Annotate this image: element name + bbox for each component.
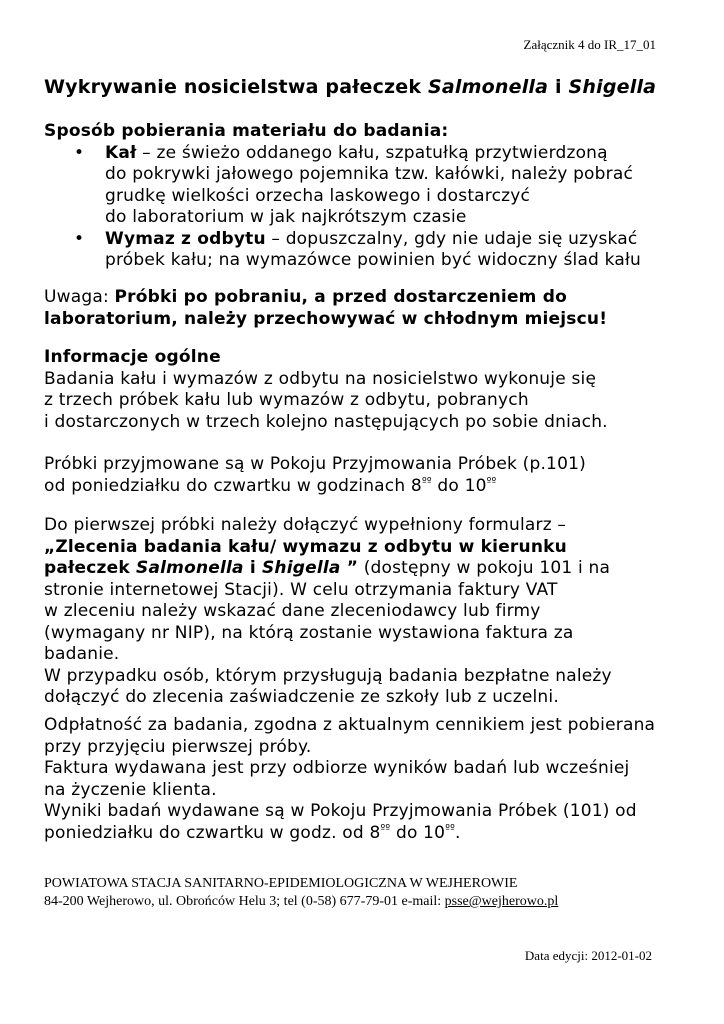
edition-date: Data edycji: 2012-01-02 [524,948,652,963]
warning-text: Próbki po pobraniu, a przed dostarczeniem do [114,287,567,307]
bullet-icon: • [74,142,85,163]
general-line: z trzech próbek kału lub wymazów z odbytu, pobranych [44,390,529,410]
title-conjunction: i [548,76,569,98]
form-section [44,515,684,709]
payment-section [44,715,684,844]
form-shigella: Shigella [261,558,341,578]
reception-line: Próbki przyjmowane są w Pokoju Przyjmowania Próbek (p.101) [44,454,586,474]
sampling-item-line: do pokrywki jałowego pojemnika tzw. kałówki, należy pobrać [105,164,633,184]
sampling-item-line: do laboratorium w jak najkrótszym czasie [105,207,467,227]
payment-line: Wyniki badań wydawane są w Pokoju Przyjmowania Próbek (101) od [44,801,637,821]
sampling-item-term: Kał [105,142,137,163]
form-title: „Zlecenia badania kału/ wymazu z odbytu w kierunku [44,536,567,557]
title-text: Wykrywanie nosicielstwa pałeczek [44,76,429,98]
general-line: Badania kału i wymazów z odbytu na nosicielstwo wykonuje się [44,368,597,389]
sampling-heading: Sposób pobierania materiału do badania: [44,121,449,141]
general-heading: Informacje ogólne [44,347,221,367]
institution-address: 84-200 Wejherowo, ul. Obrońców Helu 3; tel (0-58) 677-79-01 e-mail: psse@wejherowo.pl [44,894,559,909]
form-line: (wymagany nr NIP), na którą zostanie wystawiona faktura za [44,622,574,643]
annex-reference: Załącznik 4 do IR_17_01 [523,37,656,52]
payment-line: Faktura wydawana jest przy odbiorze wyników badań lub wcześniej [44,758,630,778]
title-shigella: Shigella [568,76,657,98]
form-line: dołączyć do zlecenia zaświadczenie ze szkoły lub z uczelni. [44,687,559,707]
hour-superscript: ºº [380,822,391,834]
hour-superscript: ºº [445,822,456,834]
hour-superscript: ºº [421,475,432,487]
sampling-item-term: Wymaz z odbytu [105,228,266,249]
sampling-list [44,143,684,272]
email-link[interactable]: psse@wejherowo.pl [444,894,559,909]
payment-line: na życzenie klienta. [44,779,217,800]
sampling-item-line: próbek kału; na wymazówce powinien być widoczny ślad kału [105,250,642,270]
sampling-item-swab [44,229,684,272]
reception-section [44,454,684,497]
form-line: w zleceniu należy wskazać dane zleceniodawcy lub firmy [44,601,541,621]
footer [44,875,558,911]
payment-line: przy przyjęciu pierwszej próby. [44,736,312,757]
warning-section [44,287,684,330]
warning-label: Uwaga: [44,287,115,307]
sampling-item-text: – dopuszczalny, gdy nie udaje się uzyskać [265,228,638,249]
sampling-item-text: – ze świeżo oddanego kału, szpatułką przytwierdzoną [136,142,608,163]
form-line: badanie. [44,644,120,664]
general-section [44,347,684,433]
sampling-item-stool [44,143,684,229]
sampling-item-line: grudkę wielkości orzecha laskowego i dostarczyć [105,185,531,206]
general-line: i dostarczonych w trzech kolejno następujących po sobie dniach. [44,411,608,432]
payment-line: Odpłatność za badania, zgodna z aktualnym cennikiem jest pobierana [44,715,656,735]
reception-hours: od poniedziałku do czwartku w godzinach $8^{ºº}$ do $10^{ºº}$ [44,475,497,496]
bullet-icon: • [74,228,85,249]
institution-name: POWIATOWA STACJA SANITARNO-EPIDEMIOLOGICZNA W WEJHEROWIE [44,876,518,891]
title-salmonella: Salmonella [428,76,549,98]
payment-hours: poniedziałku do czwartku w godz. od $8^{ºº}$ do $10^{ºº}$. [44,822,461,843]
form-line: Do pierwszej próbki należy dołączyć wypełniony formularz – [44,515,567,535]
sampling-section [44,121,684,272]
form-salmonella: Salmonella [136,558,244,578]
form-line: pałeczek Salmonella i Shigella ” (dostępny w pokoju 101 i na [44,558,611,578]
hour-superscript: ºº [486,475,497,487]
form-line: W przypadku osób, którym przysługują badania bezpłatne należy [44,665,612,686]
page-title [44,76,656,98]
form-line: stronie internetowej Stacji). W celu otrzymania faktury VAT [44,579,558,600]
warning-text: laboratorium, należy przechowywać w chłodnym miejscu! [44,308,608,329]
